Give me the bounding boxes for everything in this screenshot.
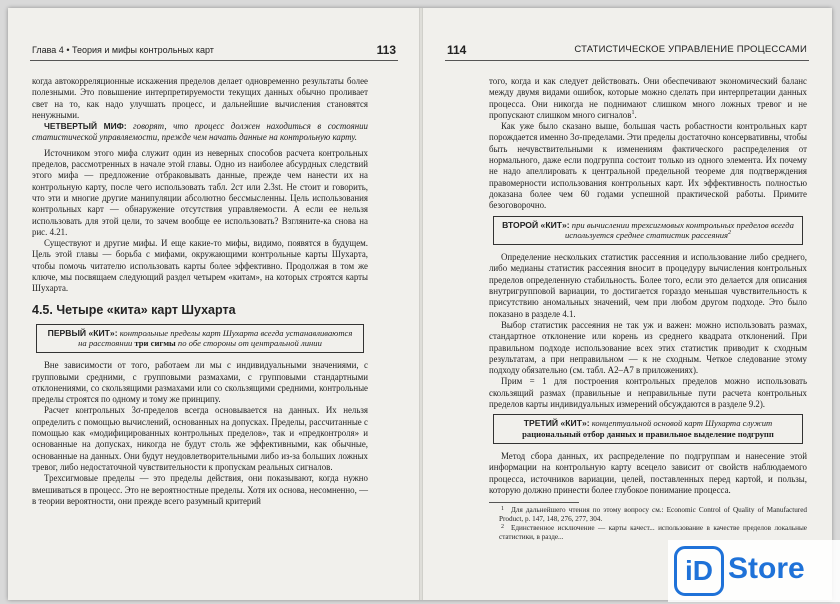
idstore-logo-icon: iD <box>674 546 724 596</box>
page-number-right: 114 <box>447 43 467 57</box>
footnote-2: 2 Единственное исключение — карты качест... использование в качестве пределов локальные статистики, в разде... <box>499 524 807 542</box>
paragraph: Расчет контрольных 3σ-пределов всегда основывается на данных. Их нельзя определить с помощью вычислений, основанных на допусках. Пределы, рассчитанные с помощью как «модифицированных контрольных пределов», так и «предконтроля» и основанные на допусках, никогда не будут столь же эффективными, как обычные, основанные на данных. Они будут неудовлетворительными либо из-за больших ложных тревог, либо недостаточной чувствительности к пропускам реальных сигналов. <box>32 405 368 472</box>
right-body <box>489 76 807 542</box>
kit-one-bold: три сигмы <box>134 338 176 349</box>
left-page <box>8 8 419 600</box>
kit-three-text-a: концептуальной основой карт Шухарта служит <box>589 418 773 429</box>
kit-one-text-a: контрольные пределы карт Шухарта всегда устанавливаются на расстоянии <box>78 327 353 349</box>
idstore-watermark <box>668 540 840 602</box>
kit-one-box <box>36 324 364 354</box>
kit-three-box <box>493 414 803 444</box>
footnote-rule <box>489 502 579 503</box>
paragraph: Трехсигмовые пределы — это пределы действия, они показывают, когда нужно вмешиваться в процесс. Это не вероятностные пределы. Хотя их основа, несомненно, — в теории вероятности, они прежде всего разумный критерий <box>32 473 368 506</box>
paragraph: Прим = 1 для построения контрольных пределов можно использовать скользящий размах (правильные и неправильные пути расчета контрольных пределов карты индивидуальных измерений обсуждаются в разделе 9.2). <box>489 376 807 410</box>
paragraph: Существуют и другие мифы. И еще какие-то мифы, видимо, появятся в будущем. Цель этой главы — борьба с мифами, окружающими контрольные карты Шухарта, чтобы помочь читателю использовать карты более эффективно. Продолжая в том же ключе, мы посвящаем следующий раздел четырем «китам», на которых строятся карты Шухарта. <box>32 238 368 294</box>
page-number-left: 113 <box>376 43 396 57</box>
paragraph: Выбор статистик рассеяния не так уж и важен: можно использовать размах, стандартное отклонение или корень из среднего квадрата отклонений. При правильном подходе использование всех этих статистик приводит к сходным результатам, а при неправильном — к не сходным. Четкое следование этому подходу обязательно (см. табл. А2–А7 в приложениях). <box>489 319 807 376</box>
section-heading: 4.5. Четыре «кита» карт Шухарта <box>32 302 236 317</box>
footnote-1: 1 Для дальнейшего чтения по этому вопросу см.: Economic Control of Quality of Manufactured Product, p. 147, 148, 276, 277, 304. <box>499 506 807 524</box>
myth-four <box>32 121 368 144</box>
kit-two-box <box>493 216 803 246</box>
kit-two-lead: ВТОРОЙ «КИТ»: <box>502 219 570 230</box>
kit-three-bold: рациональный отбор данных и правильное выделение подгрупп <box>522 429 774 440</box>
kit-three-lead: ТРЕТИЙ «КИТ»: <box>523 418 590 429</box>
running-head-left <box>30 42 398 61</box>
running-head-right <box>445 42 809 61</box>
kit-one-lead: ПЕРВЫЙ «КИТ»: <box>47 327 118 338</box>
paragraph: Вне зависимости от того, работаем ли мы с индивидуальными значениями, с групповыми средними, с групповыми размахами, с групповыми стандартными отклонениями, со скользящими размахами или со скользящими средними, контрольные пределы строятся по одному и тому же принципу. <box>32 360 368 405</box>
kit-one-text-b: по обе стороны от центральной линии <box>175 338 322 349</box>
chapter-title: Глава 4 • Теория и мифы контрольных карт <box>32 45 214 55</box>
idstore-brand-text: Store <box>728 552 805 585</box>
paragraph: Метод сбора данных, их распределение по подгруппам и нанесение этой информации на контрольную карту всецело зависит от свойств наблюдаемого процесса, источников вариации, целей, поставленных перед картой, и пользы, которую должно принести более глубокое понимание процесса. <box>489 450 807 495</box>
right-page <box>423 8 832 600</box>
paragraph: Определение нескольких статистик рассеяния и использование либо среднего, либо медианы статистик рассеяния вносит в процедуру вычисления контрольных пределов определенную стабильность. Более того, если это делается для описания внутригрупповой вариации, то достигается гораздо меньшая чувствительность к присутствию аномальных значений, чем при любом другом подходе. Это было показано в разделе 4.1. <box>489 252 807 319</box>
book-spread <box>8 8 832 600</box>
myth-four-text: говорят, что процесс должен находиться в состоянии статистической управляемости, прежде чем начать данные на контрольную карту. <box>32 121 368 143</box>
paragraph: того, когда и как следует действовать. Они обеспечивают экономический баланс между двумя видами ошибок, которые можно сделать при интерпретации данных процесса. Они никогда не поднимают слишком много ложных тревог и не пропускают слишком много сигналов$^1$. <box>489 76 807 120</box>
book-title: СТАТИСТИЧЕСКОЕ УПРАВЛЕНИЕ ПРОЦЕССАМИ <box>574 44 807 55</box>
paragraph: Источником этого мифа служит один из неверных способов расчета контрольных пределов, рассмотренных в начале этой главы. Одно из наиболее абсурдных следствий этого мифа — предложение отбраковывать данные, прежде чем нанести их на контрольную карту, после чего использовать табл. 2ст или 2.3st. Не стоит и говорить, что эти и многие другие манипуляции абсолютно бессмысленны. Цель использования контрольных карт — обнаружение отсутствия управляемости. А если ее нельзя использовать для этой цели, то зачем вообще ее использовать? Взгляните-ка снова на рис. 4.21. <box>32 147 368 237</box>
myth-four-lead: ЧЕТВЕРТЫЙ МИФ: <box>44 121 127 132</box>
paragraph: когда автокорреляционные искажения пределов делает одновременно результаты более полезными. Это повышение интерпретируемости текущих данных обычно проливает свет на то, как надо улучшать процесс, и дальнейшие вычисления становятся ненужными. <box>32 76 368 120</box>
footnote-ref: 1 <box>631 109 635 116</box>
left-body <box>32 76 368 507</box>
footnote-ref: 2 <box>728 230 732 237</box>
kit-two-text: при вычислении трехсигмовых контрольных пределов всегда используется среднее статистик рассеяния <box>564 219 794 241</box>
paragraph: Как уже было сказано выше, большая часть робастности контрольных карт порождается именно 3σ-пределами. Эти пределы достаточно консервативны, чтобы быть нечувствительными к изменениям фактического распределения от нормального, даже если подгруппа состоит только из одного элемента. Их почему не надо апеллировать к центральной предельной теореме для подтверждения правомерности использования контрольных карт. Их эффективность полностью доказана более чем 60 годами успешной практической работы. Примите безоговорочно. <box>489 121 807 211</box>
